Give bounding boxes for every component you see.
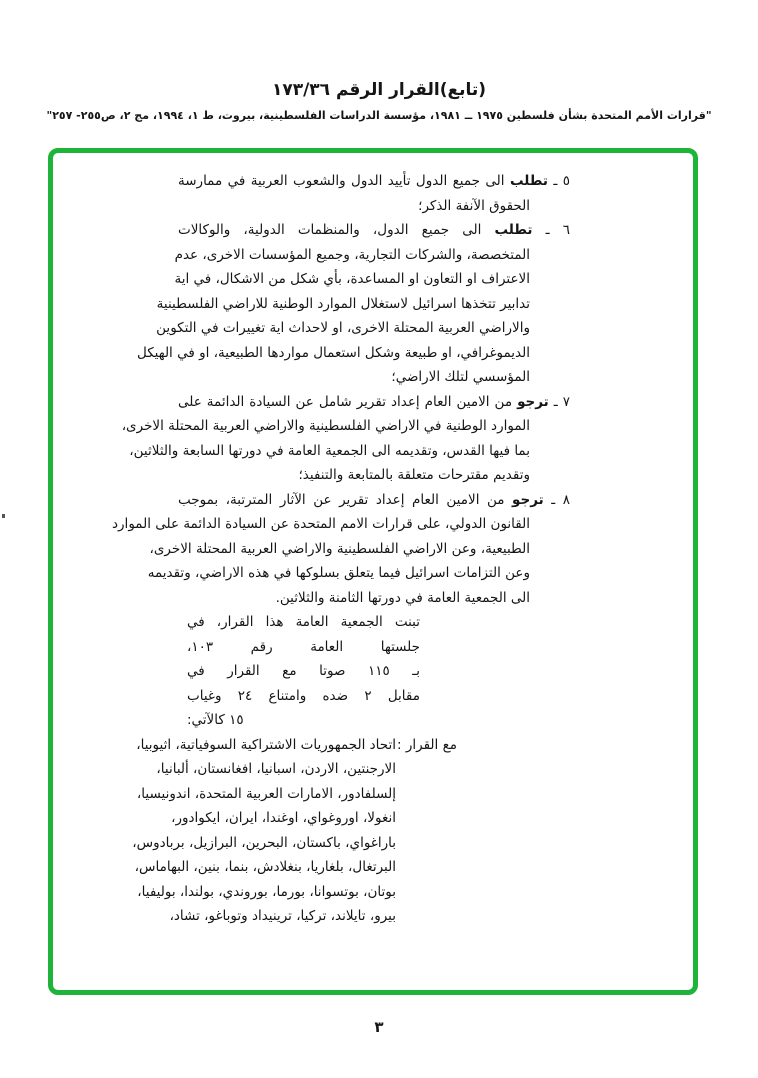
clause-7-line-1 bbox=[178, 390, 570, 415]
clause-8-line-2: القانون الدولي، على قرارات الامم المتحدة عن السيادة الدائمة على الموارد bbox=[112, 516, 530, 532]
source-citation: "قرارات الأمم المتحدة بشأن فلسطين ١٩٧٥ ــ ١٩٨١، مؤسسة الدراسات الفلسطينية، بيروت، ط ١، ١٩٩٤، مج ٢، ص٢٥٥- ٢٥٧" bbox=[46, 109, 712, 122]
adoption-line-1: تبنت الجمعية العامة هذا القرار، في bbox=[187, 614, 420, 630]
clause-8-line-5: الى الجمعية العامة في دورتها الثامنة والثلاثين. bbox=[275, 589, 530, 606]
clause-6-line-2: المتخصصة، والشركات التجارية، وجميع المؤسسات الاخرى، عدم bbox=[174, 246, 530, 263]
page-header bbox=[0, 80, 758, 122]
clause-verb: ترجو bbox=[517, 393, 549, 410]
adoption-note bbox=[187, 610, 420, 733]
clause-5-line-1 bbox=[178, 169, 570, 194]
countries-line-3: إلسلفادور، الامارات العربية المتحدة، اندونيسيا، bbox=[136, 785, 396, 802]
clause-7-line-4: وتقديم مقترحات متعلقة بالمتابعة والتنفيذ؛ bbox=[298, 467, 530, 483]
clause-6 bbox=[136, 218, 570, 390]
clause-6-line-5: والاراضي العربية المحتلة الاخرى، او لاحداث اية تغييرات في التكوين bbox=[156, 320, 530, 336]
clause-verb: ترجو bbox=[512, 491, 544, 508]
scan-artifact-dot bbox=[2, 514, 5, 518]
countries-line-5: باراغواي، باكستان، البحرين، البرازيل، بربادوس، bbox=[132, 834, 396, 851]
clause-7-line-3: بما فيها القدس، وتقديمه الى الجمعية العامة في دورتها السابعة والثلاثين، bbox=[129, 442, 530, 459]
clause-6-line-3: الاعتراف او التعاون او المساعدة، بأي شكل من الاشكال، في اية bbox=[174, 271, 530, 287]
clause-6-line-7: المؤسسي لتلك الاراضي؛ bbox=[391, 369, 530, 385]
clause-5 bbox=[178, 169, 570, 218]
countries-line-4: انغولا، اوروغواي، اوغندا، ايران، ايكوادور، bbox=[171, 810, 396, 826]
resolution-body bbox=[0, 169, 758, 929]
page-number: ٣ bbox=[374, 1018, 384, 1036]
clause-text: من الامين العام إعداد تقرير شامل عن السيادة الدائمة على bbox=[178, 393, 518, 410]
clause-number: ٧ ـ bbox=[548, 393, 570, 410]
clause-8-line-3: الطبيعية، وعن الاراضي الفلسطينية والاراضي العربية المحتلة الاخرى، bbox=[149, 540, 530, 557]
clause-7-line-2: الموارد الوطنية في الاراضي الفلسطينية والاراضي العربية المحتلة الاخرى، bbox=[121, 418, 530, 434]
vote-record bbox=[132, 733, 457, 929]
clause-7 bbox=[121, 390, 570, 488]
clause-number: ٦ ـ bbox=[532, 222, 570, 238]
adoption-line-5: ١٥ كالآتي: bbox=[187, 712, 244, 728]
clause-text: الى جميع الدول تأييد الدول والشعوب العربية في ممارسة bbox=[178, 173, 510, 189]
clause-6-line-6: الديموغرافي، او طبيعة وشكل استعمال مواردها الطبيعية، او في الهيكل bbox=[136, 344, 530, 361]
clause-8-line-1 bbox=[178, 488, 570, 513]
countries-line-1: اتحاد الجمهوريات الاشتراكية السوفياتية، اثيوبيا، bbox=[136, 736, 396, 753]
main-text-column bbox=[112, 169, 570, 610]
clause-text: الى جميع الدول، والمنظمات الدولية، والوكالات bbox=[178, 222, 495, 238]
clause-6-line-4: تدابير تتخذها اسرائيل لاستغلال الموارد الوطنية للاراضي الفلسطينية bbox=[156, 295, 530, 312]
countries-line-7: بوتان، بوتسوانا، بورما، بوروندي، بولندا، بوليفيا، bbox=[137, 883, 396, 900]
clause-text: من الامين العام إعداد تقرير عن الآثار المترتبة، بموجب bbox=[178, 491, 513, 508]
countries-line-6: البرتغال، بلغاريا، بنغلادش، بنما، بنين، البهاماس، bbox=[134, 859, 396, 875]
vote-for-countries bbox=[132, 733, 396, 929]
adoption-line-2: جلستها العامة رقم ١٠٣، bbox=[187, 638, 420, 655]
clause-5-line-2: الحقوق الآنفة الذكر؛ bbox=[418, 197, 530, 214]
clause-8-line-4: وعن التزامات اسرائيل فيما يتعلق بسلوكها في هذه الاراضي، وتقديمه bbox=[147, 565, 530, 581]
countries-line-2: الارجنتين، الاردن، اسبانيا، افغانستان، ألبانيا، bbox=[156, 761, 396, 777]
vote-for-label: مع القرار : bbox=[397, 736, 457, 753]
clause-verb: تطلب bbox=[509, 173, 548, 189]
resolution-title: (تابع)القرار الرقم ١٧٣/٣٦ bbox=[271, 80, 487, 100]
adoption-line-4: مقابل ٢ ضده وامتناع ٢٤ وغياب bbox=[187, 687, 420, 704]
clause-verb: تطلب bbox=[494, 222, 533, 238]
countries-line-8: بيرو، تايلاند، تركيا، ترينيداد وتوباغو، تشاد، bbox=[169, 908, 396, 924]
clause-6-line-1 bbox=[178, 218, 570, 243]
clause-8 bbox=[112, 488, 570, 611]
clause-number: ٥ ـ bbox=[547, 173, 570, 189]
adoption-line-3: بـ ١١٥ صوتا مع القرار في bbox=[187, 663, 420, 679]
clause-number: ٨ ـ bbox=[543, 491, 570, 508]
